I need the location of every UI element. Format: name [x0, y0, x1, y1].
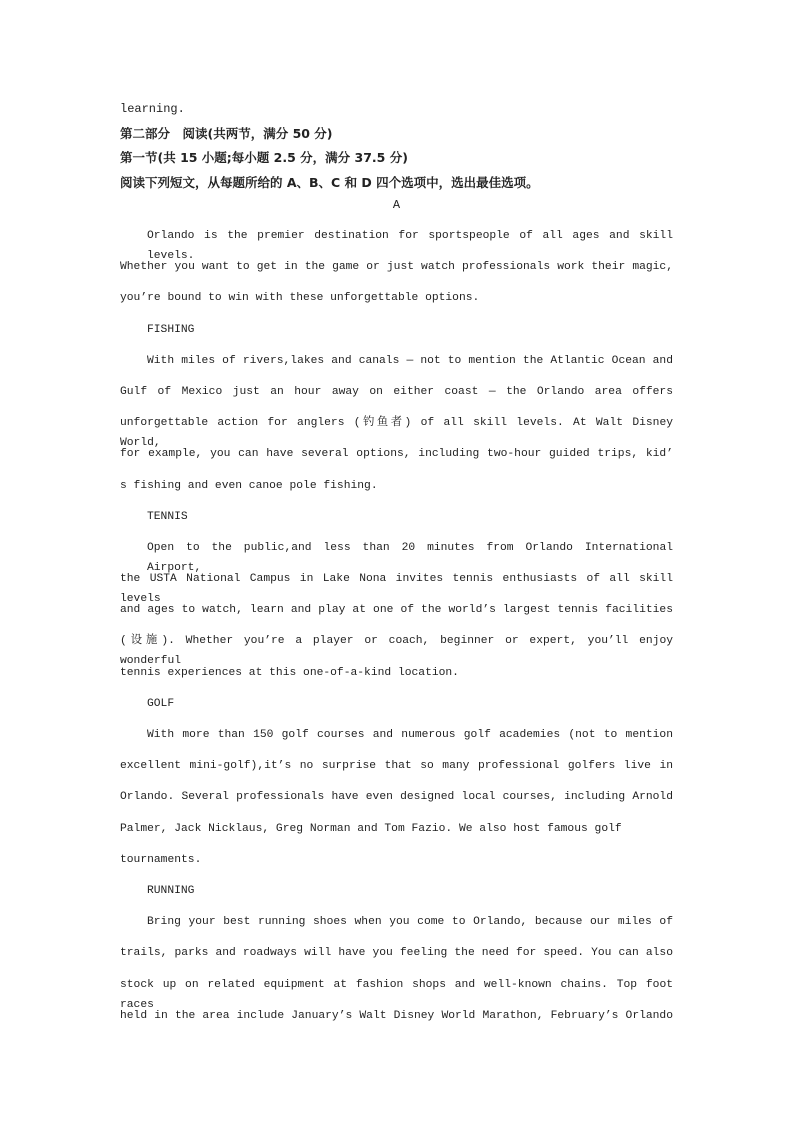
instruction: 阅读下列短文，从每题所给的 A、B、C 和 D 四个选项中，选出最佳选项。	[120, 174, 539, 190]
text-line: With more than 150 golf courses and numerous golf academies (not to mention	[147, 729, 673, 741]
text-line: Orlando is the premier destination for sportspeople of all ages and skill levels.	[147, 230, 673, 262]
text-line: excellent mini-golf),it’s no surprise that so many professional golfers live in	[120, 760, 673, 773]
subheading: RUNNING	[147, 884, 195, 897]
section-heading: 第一节(共 15 小题;每小题 2.5 分，满分 37.5 分)	[120, 150, 408, 165]
text-line: Open to the public,and less than 20 minutes from Orlando International Airport,	[147, 541, 673, 574]
text-line: unforgettable action for anglers (钓鱼者) of all skill levels. At Walt Disney World,	[120, 417, 673, 450]
section-header	[120, 99, 680, 197]
text-line: Palmer, Jack Nicklaus, Greg Norman and Tom Fazio. We also host famous golf	[120, 822, 622, 835]
previous-text-line: learning.	[120, 102, 185, 116]
text-line: Bring your best running shoes when you come to Orlando, because our miles of	[147, 916, 673, 929]
text-line: held in the area include January’s Walt Disney World Marathon, February’s Orlando	[120, 1009, 673, 1022]
text-line: the USTA National Campus in Lake Nona invites tennis enthusiasts of all skill levels	[120, 573, 673, 606]
part-heading: 第二部分 阅读(共两节，满分 50 分)	[120, 125, 333, 141]
text-line: tournaments.	[120, 853, 202, 866]
text-line: for example, you can have several options, including two-hour guided trips, kid’	[120, 448, 673, 461]
passage-title: A	[392, 198, 401, 212]
text-line: tennis experiences at this one-of-a-kind location.	[120, 666, 459, 679]
text-line: Orlando. Several professionals have even designed local courses, including Arnold	[120, 791, 673, 804]
text-line: s fishing and even canoe pole fishing.	[120, 479, 378, 492]
text-line: (设施). Whether you’re a player or coach, beginner or expert, you’ll enjoy wonderful	[120, 635, 673, 668]
passage-body	[120, 226, 673, 1037]
text-line: and ages to watch, learn and play at one of the world’s largest tennis facilities	[120, 604, 673, 617]
text-line: Gulf of Mexico just an hour away on either coast — the Orlando area offers	[120, 385, 673, 398]
text-line: trails, parks and roadways will have you feeling the need for speed. You can also	[120, 947, 673, 960]
subheading: FISHING	[147, 323, 195, 336]
text-line: you’re bound to win with these unforgettable options.	[120, 292, 480, 305]
text-line: stock up on related equipment at fashion shops and well-known chains. Top foot races	[120, 978, 673, 1011]
text-line: Whether you want to get in the game or just watch professionals work their magic,	[120, 261, 673, 274]
subheading: GOLF	[147, 697, 175, 710]
text-line: With miles of rivers,lakes and canals — not to mention the Atlantic Ocean and	[147, 354, 673, 367]
subheading: TENNIS	[147, 510, 188, 523]
